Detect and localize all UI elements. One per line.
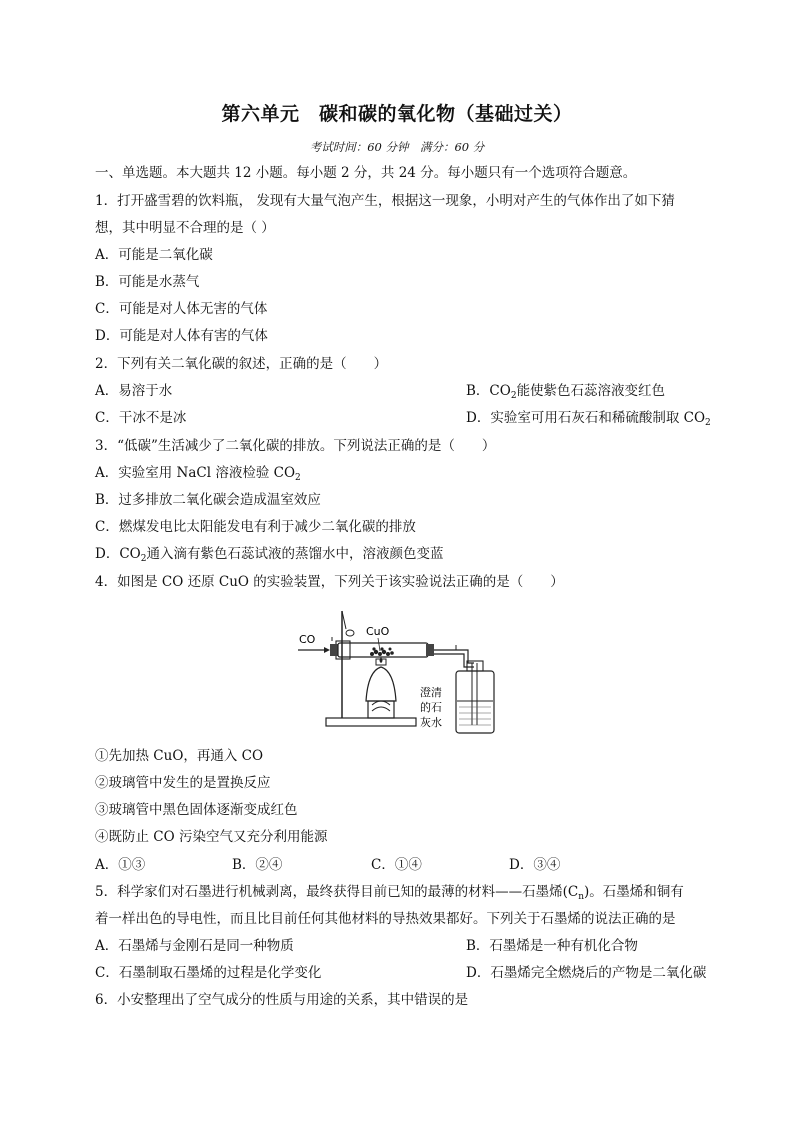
q4-options-row: [95, 856, 561, 874]
q1-option-c: C．可能是对人体无害的气体: [95, 301, 268, 317]
co-arrow-head: [324, 647, 330, 653]
figure-label-co: CO: [299, 633, 316, 646]
left-stopper: [330, 644, 338, 656]
q4-statement-1: ①先加热 CuO，再通入 CO: [95, 748, 264, 764]
q5-option-b: B．石墨烯是一种有机化合物: [466, 938, 638, 954]
q5-option-d: D．石墨烯完全燃烧后的产物是二氧化碳: [466, 965, 707, 981]
q1-option-d: D．可能是对人体有害的气体: [95, 328, 268, 344]
q4-statement-4: ④既防止 CO 污染空气又充分利用能源: [95, 829, 328, 845]
q2-stem: 2．下列有关二氧化碳的叙述，正确的是（ ）: [95, 356, 388, 372]
q4-option-d: D．③④: [509, 857, 561, 873]
q1-stem-line1: 1．打开盛雪碧的饮料瓶， 发现有大量气泡产生，根据这一现象，小明对产生的气体作出了如下猜: [95, 193, 675, 209]
q1-stem-line2: 想，其中明显不合理的是（ ）: [95, 220, 275, 236]
page-title: 第六单元 碳和碳的氧化物（基础过关）: [221, 103, 573, 125]
q3-stem: 3．“低碳”生活减少了二氧化碳的排放。下列说法正确的是（ ）: [95, 438, 496, 454]
q5-option-a: A．石墨烯与金刚石是同一种物质: [95, 938, 294, 954]
q5-options-row2: [95, 964, 707, 982]
figure-label-cuo: CuO: [366, 625, 390, 638]
q1-option-a: A．可能是二氧化碳: [95, 247, 213, 263]
exam-info: 考试时间：60 分钟 满分：60 分: [309, 140, 485, 154]
q2-options-row2: [95, 409, 711, 428]
q3-option-b: B．过多排放二氧化碳会造成温室效应: [95, 492, 321, 508]
limewater-bottle: [456, 661, 494, 733]
figure-label-limewater-3: 灰水: [420, 716, 442, 729]
q2-option-d: D．实验室可用石灰石和稀硫酸制取 $CO_2$: [466, 410, 711, 428]
stand-base: [326, 718, 416, 726]
q2-option-b: B．$CO_2$能使紫色石蕊溶液变红色: [466, 383, 666, 401]
q3-option-a: A．实验室用 NaCl 溶液检验 $CO_2$: [95, 465, 301, 483]
q2-option-c: C．干冰不是冰: [95, 410, 187, 426]
q5-option-c: C．石墨制取石墨烯的过程是化学变化: [95, 965, 322, 981]
right-stopper: [426, 644, 434, 656]
q3-option-c: C．燃煤发电比太阳能发电有利于减少二氧化碳的排放: [95, 519, 416, 535]
q2-option-a: A．易溶于水: [95, 383, 173, 399]
q4-option-a: A．①③: [95, 857, 146, 873]
q3-option-d: D．$CO_2$通入滴有紫色石蕊试液的蒸馏水中，溶液颜色变蓝: [95, 546, 444, 564]
co-reduction-apparatus-figure: [296, 601, 506, 739]
figure-label-limewater-1: 澄清: [420, 686, 442, 699]
q4-stem: 4．如图是 CO 还原 CuO 的实验装置，下列关于该实验说法正确的是（ ）: [95, 574, 564, 590]
q4-statement-2: ②玻璃管中发生的是置换反应: [95, 775, 271, 791]
alcohol-lamp: [366, 657, 396, 718]
q1-option-b: B．可能是水蒸气: [95, 274, 200, 290]
q5-stem-line1: 5．科学家们对石墨进行机械剥离，最终获得目前已知的最薄的材料——石墨烯$(C_n)$。石墨烯和铜有: [95, 884, 684, 902]
q4-statement-3: ③玻璃管中黑色固体逐渐变成红色: [95, 802, 298, 818]
section-heading: 一、单选题。本大题共 12 小题。每小题 2 分，共 24 分。每小题只有一个选项符合题意。: [95, 165, 637, 181]
q5-options-row1: [95, 937, 638, 955]
q2-options-row1: [95, 382, 666, 401]
q4-option-c: C．①④: [371, 857, 422, 873]
cuo-powder: [370, 647, 394, 656]
figure-label-limewater-2: 的石: [420, 701, 442, 714]
q5-stem-line2: 着一样出色的导电性，而且比目前任何其他材料的导热效果都好。下列关于石墨烯的说法正确的是: [95, 911, 676, 927]
q6-stem: 6．小安整理出了空气成分的性质与用途的关系，其中错误的是: [95, 992, 469, 1008]
q4-option-b: B．②④: [232, 857, 283, 873]
